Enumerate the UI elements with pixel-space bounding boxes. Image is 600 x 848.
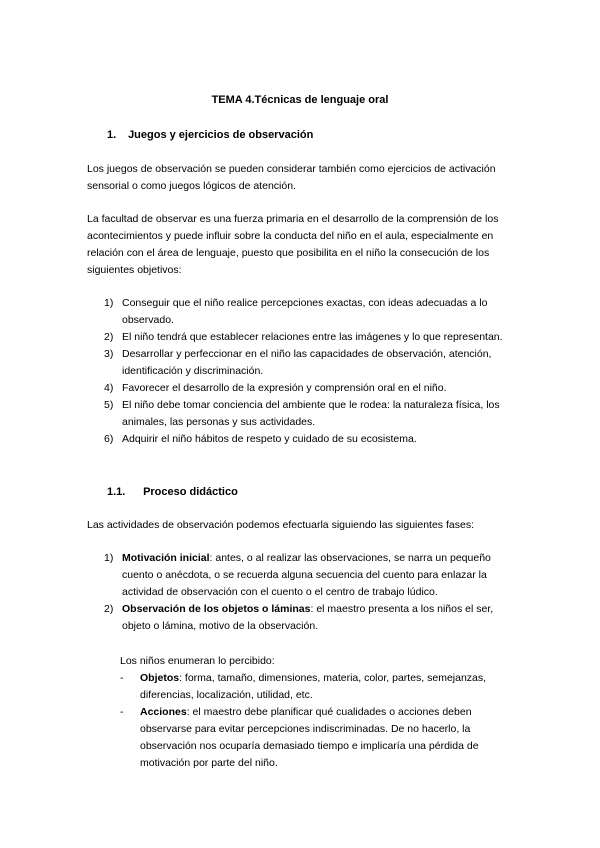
- paragraph-intro: Los juegos de observación se pueden considerar también como ejercicios de activación sensorial o como juegos lógicos de atención.: [87, 163, 496, 192]
- objectives-list: [104, 295, 524, 448]
- list-item: 4) Favorecer el desarrollo de la expresión y comprensión oral en el niño.: [104, 382, 447, 394]
- list-item: 5) El niño debe tomar conciencia del ambiente que le rodea: la naturaleza física, los animales, las personas y sus actividades.: [104, 399, 500, 428]
- subsection-number: 1.1.: [107, 486, 126, 498]
- list-item: - Objetos: forma, tamaño, dimensiones, materia, color, partes, semejanzas, diferencias, localización, utilidad, etc.: [120, 672, 487, 701]
- section-heading: [107, 127, 313, 144]
- section-title: Juegos y ejercicios de observación: [128, 129, 314, 141]
- list-item: 1) Motivación inicial: antes, o al realizar las observaciones, se narra un pequeño cuento o anécdota, o se recuerda alguna secuencia del cuento para enlazar la actividad de observación con el cuento o el centro de trabajo lúdico.: [104, 552, 491, 598]
- paragraph-phases-intro: Las actividades de observación podemos efectuarla siguiendo las siguientes fases:: [87, 519, 474, 531]
- list-item: 2) Observación de los objetos o láminas: el maestro presenta a los niños el ser, objeto o lámina, motivo de la observación.: [104, 603, 494, 632]
- subsection-title: Proceso didáctico: [143, 486, 238, 498]
- list-item: - Acciones: el maestro debe planificar qué cualidades o acciones deben observarse para evitar percepciones indiscriminadas. De no hacerlo, la observación nos ocuparía demasiado tiempo e implicaría una pérdida de motivación por parte del niño.: [120, 706, 479, 769]
- paragraph-faculty: La facultad de observar es una fuerza primaria en el desarrollo de la comprensión de los acontecimientos y puede influir sobre la conducta del niño en el aula, especialmente en relación con el área de lenguaje, puesto que posibilita en el niño la consecución de los siguientes objetivos:: [87, 213, 499, 276]
- phases-list: [104, 550, 524, 635]
- list-item: 1) Conseguir que el niño realice percepciones exactas, con ideas adecuadas a lo observado.: [104, 297, 488, 326]
- enumerate-lead: Los niños enumeran lo percibido:: [120, 655, 275, 667]
- list-item: 2) El niño tendrá que establecer relaciones entre las imágenes y lo que representan.: [104, 331, 503, 343]
- page-title: TEMA 4.Técnicas de lenguaje oral: [211, 94, 389, 106]
- bullet-list: [120, 670, 510, 772]
- list-item: 6) Adquirir el niño hábitos de respeto y cuidado de su ecosistema.: [104, 433, 417, 445]
- list-item: 3) Desarrollar y perfeccionar en el niño las capacidades de observación, atención, identificación y discriminación.: [104, 348, 492, 377]
- section-number: 1.: [107, 129, 117, 141]
- subsection-heading: [107, 484, 238, 501]
